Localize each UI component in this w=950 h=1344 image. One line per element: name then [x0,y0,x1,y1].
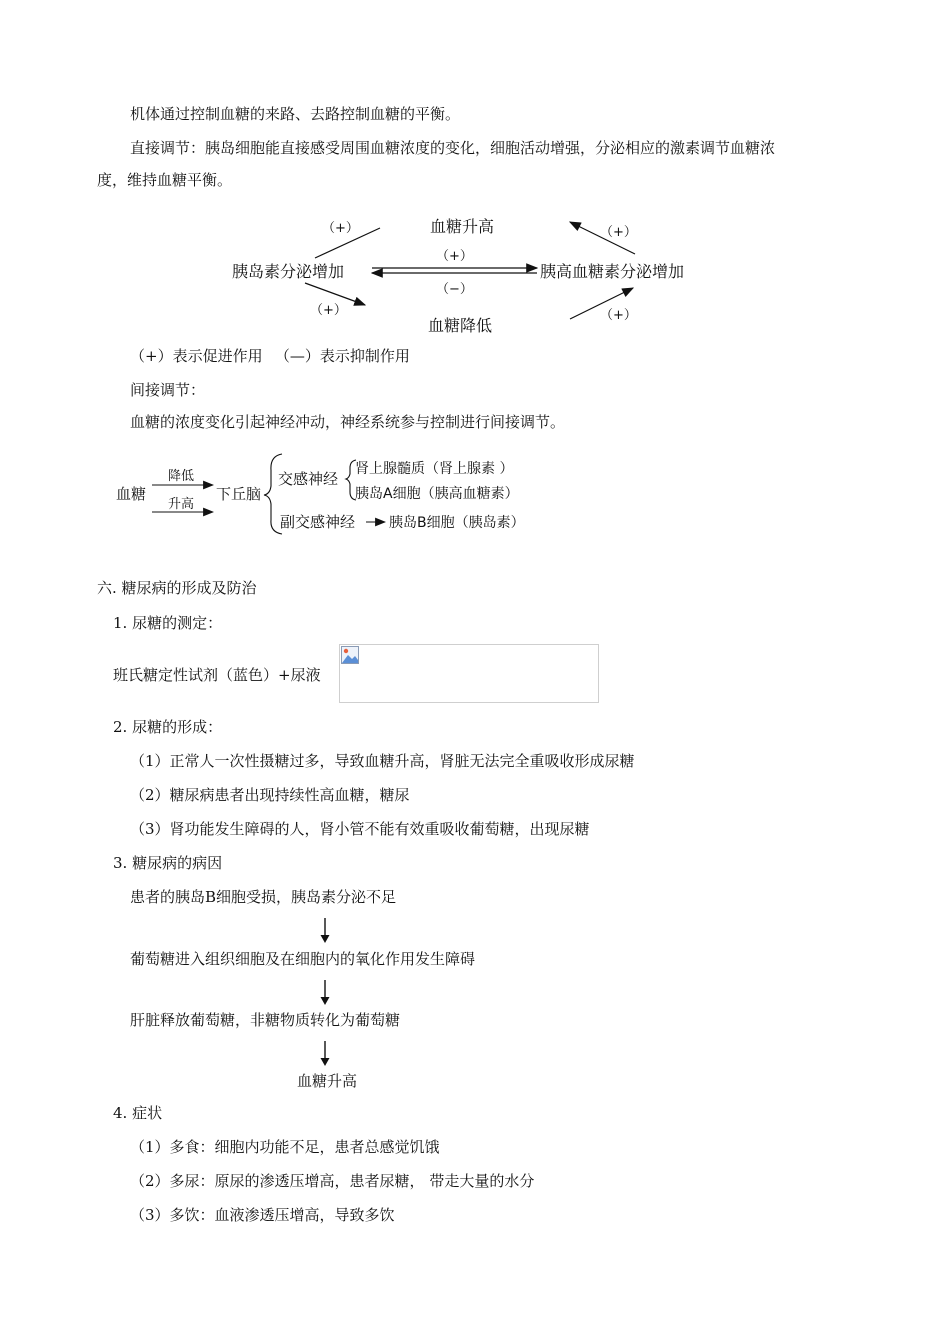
direct-regulation-diagram [0,0,950,345]
s6-2-item-2: （2）糖尿病患者出现持续性高血糖，糖尿 [130,786,410,804]
missing-image-placeholder [339,644,599,703]
indirect-title: 间接调节： [130,381,206,399]
s6-4-title: 4. 症状 [113,1104,163,1122]
diagram1-minus-mid: （−） [436,282,473,297]
cause-step-4: 血糖升高 [297,1072,358,1090]
symptom-2: （2）多尿：原尿的渗透压增高，患者尿糖， 带走大量的水分 [130,1172,535,1190]
s6-1-text: 班氏糖定性试剂（蓝色）+尿液 [113,666,321,684]
cause-step-1: 患者的胰岛B细胞受损，胰岛素分泌不足 [130,888,397,906]
paragraph-balance: 机体通过控制血糖的来路、去路控制血糖的平衡。 [130,105,461,123]
indirect-desc: 血糖的浓度变化引起神经冲动，神经系统参与控制进行间接调节。 [130,413,566,431]
diagram1-plus-mid: （+） [436,249,473,264]
down-arrow-icon [319,1041,331,1067]
s6-1-title: 1. 尿糖的测定： [113,614,223,632]
s6-3-title: 3. 糖尿病的病因 [113,854,223,872]
symptom-1: （1）多食：细胞内功能不足，患者总感觉饥饿 [130,1138,440,1156]
s6-2-item-3: （3）肾功能发生障碍的人，肾小管不能有效重吸收葡萄糖，出现尿糖 [130,820,590,838]
d2-beta-cell: 胰岛B细胞（胰岛素） [389,515,525,531]
d2-adrenal: 肾上腺髓质（肾上腺素 ） [355,461,514,477]
d2-decrease: 降低 [168,469,195,484]
diagram1-top: 血糖升高 [430,217,495,236]
symptom-3: （3）多饮：血液渗透压增高，导致多饮 [130,1206,395,1224]
section6-title: 六. 糖尿病的形成及防治 [97,579,257,597]
diagram1-plus-bl: （+） [310,303,347,318]
cause-step-2: 葡萄糖进入组织细胞及在细胞内的氧化作用发生障碍 [130,950,476,968]
diagram1-bottom: 血糖降低 [428,316,493,335]
down-arrow-icon [319,980,331,1006]
broken-image-icon [341,646,359,664]
indirect-regulation-diagram [0,440,950,545]
s6-2-item-1: （1）正常人一次性摄糖过多，导致血糖升高，肾脏无法完全重吸收形成尿糖 [130,752,635,770]
legend: （+）表示促进作用 （—）表示抑制作用 [130,347,410,365]
d2-parasympathetic: 副交感神经 [280,513,356,531]
diagram1-plus-br: （+） [600,308,637,323]
d2-hypothalamus: 下丘脑 [216,485,262,503]
diagram1-plus-tr: （+） [600,225,637,240]
d2-sympathetic: 交感神经 [278,470,339,488]
diagram1-right: 胰高血糖素分泌增加 [540,262,685,281]
paragraph-direct-line2: 度，维持血糖平衡。 [97,171,233,189]
s6-2-title: 2. 尿糖的形成： [113,718,223,736]
down-arrow-icon [319,918,331,944]
diagram1-left: 胰岛素分泌增加 [232,262,345,281]
cause-step-3: 肝脏释放葡萄糖，非糖物质转化为葡萄糖 [130,1011,401,1029]
d2-alpha-cell: 胰岛A细胞（胰高血糖素） [355,486,519,502]
d2-increase: 升高 [168,497,195,512]
d2-blood-sugar: 血糖 [116,485,147,503]
arrow-to-bottom [305,283,365,305]
paragraph-direct-line1: 直接调节：胰岛细胞能直接感受周围血糖浓度的变化，细胞活动增强，分泌相应的激素调节血糖浓 [130,139,776,157]
diagram1-plus-tl: （+） [322,221,359,236]
